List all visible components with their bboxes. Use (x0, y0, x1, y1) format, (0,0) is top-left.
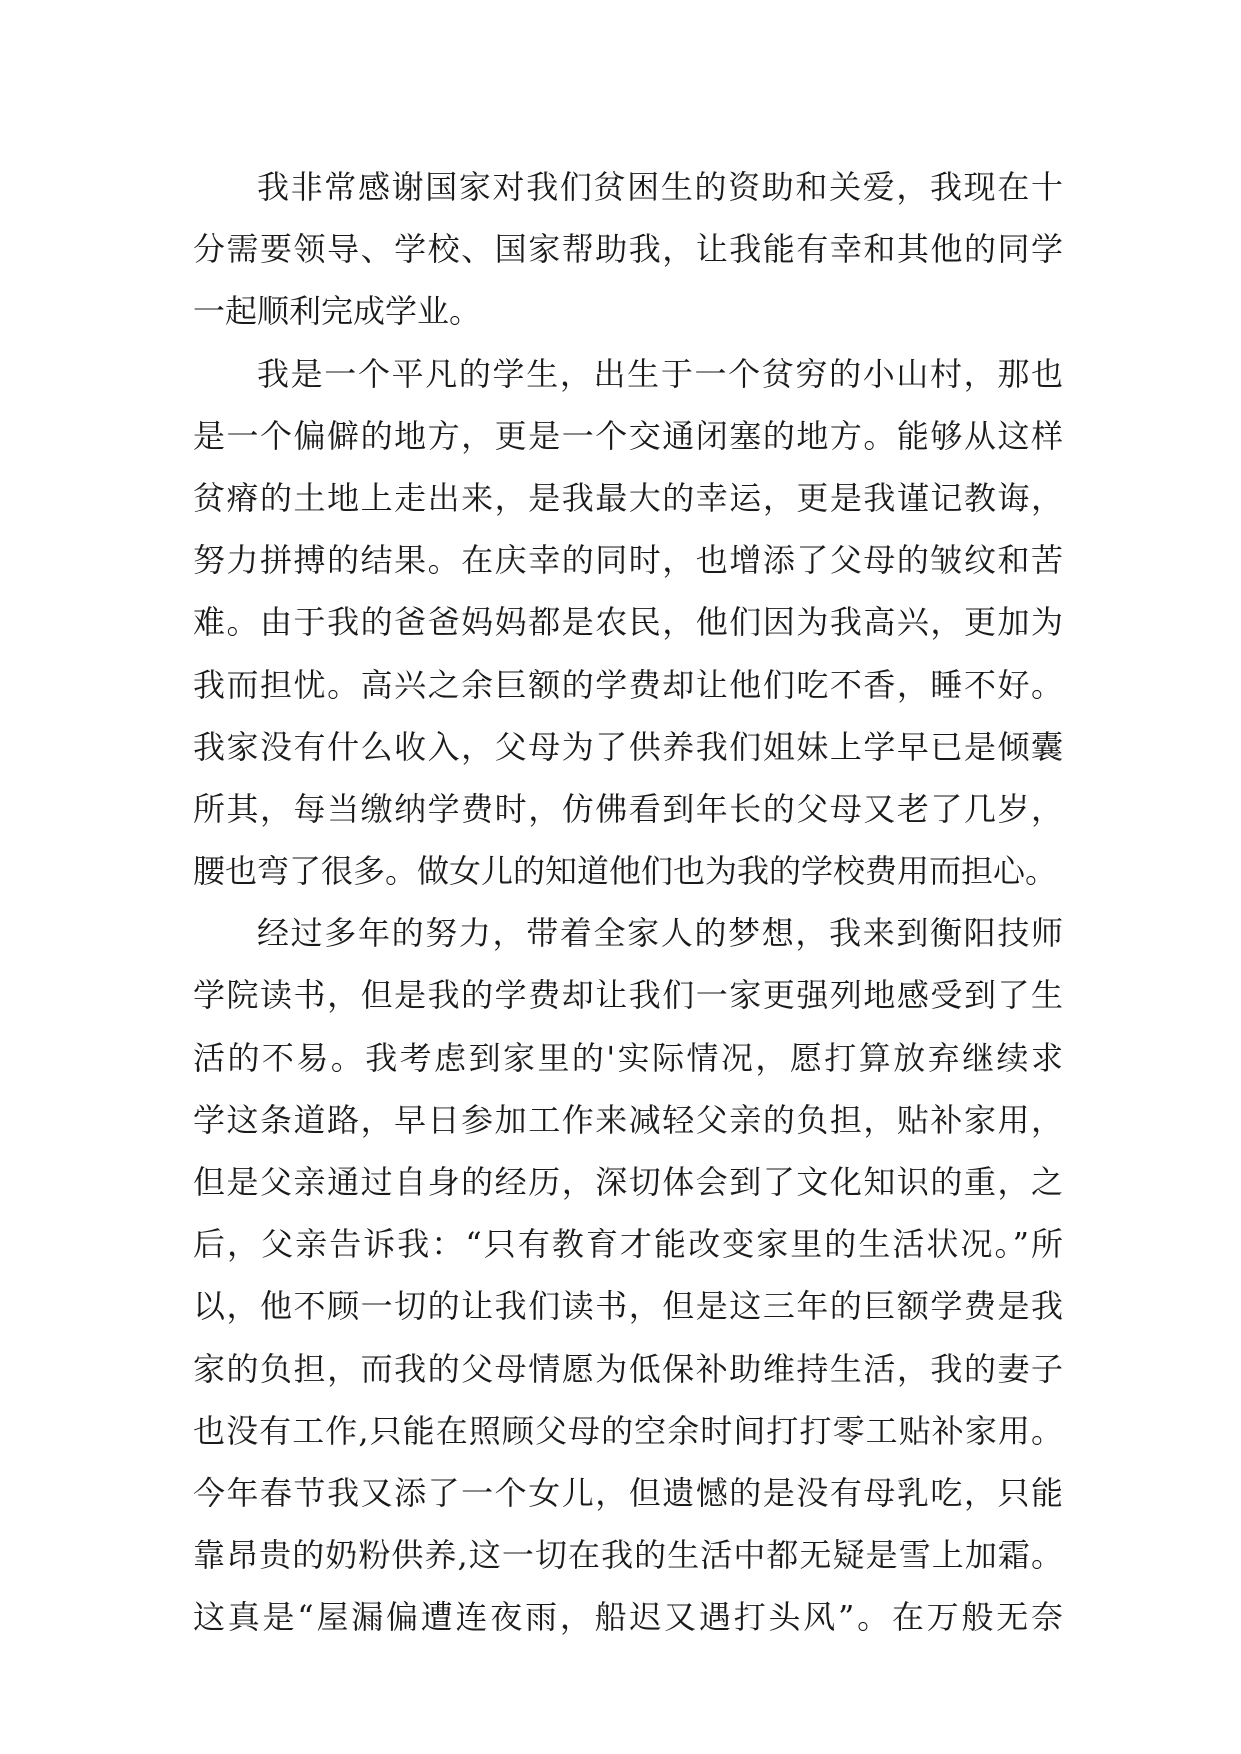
text-line: 我家没有什么收入，父母为了供养我们姐妹上学早已是倾囊 (193, 727, 1063, 766)
text-line: 今年春节我又添了一个女儿，但遗憾的是没有母乳吃，只能 (193, 1473, 1063, 1512)
text-line: 也没有工作,只能在照顾父母的空余时间打打零工贴补家用。 (193, 1411, 1063, 1450)
text-line: 我非常感谢国家对我们贫困生的资助和关爱，我现在十 (257, 168, 1063, 206)
text-line: 学院读书，但是我的学费却让我们一家更强列地感受到了生 (193, 976, 1063, 1015)
text-line: 靠昂贵的奶粉供养,这一切在我的生活中都无疑是雪上加霜。 (193, 1536, 1063, 1575)
text-line: 后，父亲告诉我：“只有教育才能改变家里的生活状况。”所 (193, 1225, 1063, 1264)
text-line: 所其，每当缴纳学费时，仿佛看到年长的父母又老了几岁， (193, 789, 1063, 828)
text-line: 难。由于我的爸爸妈妈都是农民，他们因为我高兴，更加为 (193, 603, 1063, 642)
paragraph-2 (193, 343, 1063, 903)
text-line: 活的不易。我考虑到家里的'实际情况，愿打算放弃继续求 (193, 1038, 1063, 1077)
text-line: 一起顺利完成学业。 (193, 292, 482, 331)
text-line: 以，他不顾一切的让我们读书，但是这三年的巨额学费是我 (193, 1287, 1063, 1326)
paragraph-1 (193, 156, 1063, 343)
text-line: 分需要领导、学校、国家帮助我，让我能有幸和其他的同学 (193, 230, 1063, 269)
text-line: 学这条道路，早日参加工作来减轻父亲的负担，贴补家用， (193, 1100, 1063, 1139)
text-line: 努力拼搏的结果。在庆幸的同时，也增添了父母的皱纹和苦 (193, 541, 1063, 580)
text-line: 经过多年的努力，带着全家人的梦想，我来到衡阳技师 (257, 914, 1063, 953)
paragraph-3 (193, 902, 1063, 1648)
text-line: 这真是“屋漏偏遭连夜雨，船迟又遇打头风”。在万般无奈 (193, 1598, 1063, 1637)
text-line: 贫瘠的土地上走出来，是我最大的幸运，更是我谨记教诲， (193, 478, 1063, 517)
text-line: 但是父亲通过自身的经历，深切体会到了文化知识的重，之 (193, 1163, 1063, 1201)
text-line: 是一个偏僻的地方，更是一个交通闭塞的地方。能够从这样 (193, 416, 1063, 455)
text-line: 我是一个平凡的学生，出生于一个贫穷的小山村，那也 (257, 354, 1063, 393)
text-line: 家的负担，而我的父母情愿为低保补助维持生活，我的妻子 (193, 1349, 1063, 1388)
document-body (193, 156, 1063, 1649)
text-line: 腰也弯了很多。做女儿的知道他们也为我的学校费用而担心。 (193, 852, 1058, 891)
text-line: 我而担忧。高兴之余巨额的学费却让他们吃不香，睡不好。 (193, 665, 1063, 704)
